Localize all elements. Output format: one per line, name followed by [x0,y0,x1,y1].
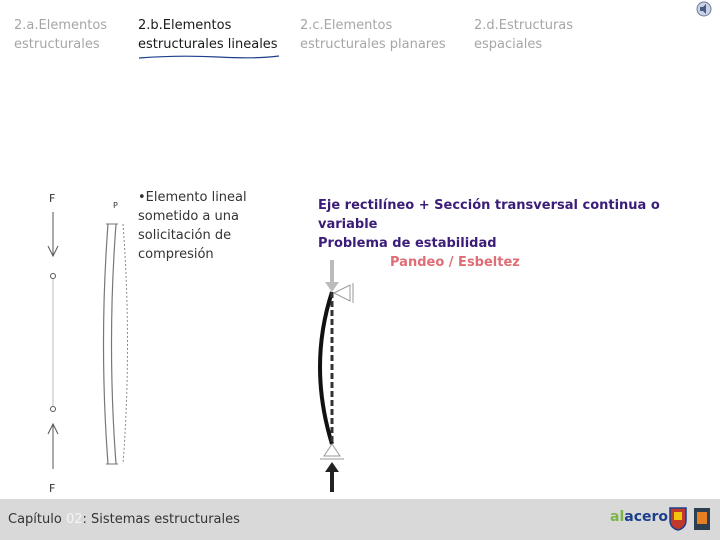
description-line: Eje rectilíneo + Sección transversal continua o variable [318,198,660,232]
tab-label-line1: 2.c.Elementos [300,18,393,33]
tab-elementos-lineales[interactable] [138,16,288,54]
bullet-line: sometido a una [138,209,239,224]
bullet-text [138,188,268,264]
column-compression-diagram [36,184,146,496]
active-tab-underline [138,55,280,59]
chapter-title [8,512,240,527]
school-emblem-icon [692,506,712,532]
tab-label-line2: estructurales planares [300,37,446,52]
logo-text: acero [624,509,669,525]
chapter-prefix: Capítulo [8,512,66,527]
bullet-line: •Elemento lineal [138,190,247,205]
load-label: P [113,201,118,210]
university-shield-icon [668,506,688,532]
force-label-bottom: F [49,482,56,495]
tab-label-line1: 2.d.Estructuras [474,18,574,33]
tab-label-line2: estructurales lineales [138,37,278,52]
tab-estructuras-espaciales[interactable] [474,16,604,54]
bullet-line: solicitación de [138,228,232,243]
footer-bar [0,499,720,540]
alacero-logo [610,509,668,525]
description-line: Problema de estabilidad [318,236,497,251]
chapter-number: 02 [65,512,83,527]
tab-label-line2: estructurales [14,37,100,52]
speaker-icon[interactable] [694,0,714,18]
force-label-top: F [49,192,56,205]
tab-label-line1: 2.a.Elementos [14,18,108,33]
tab-elementos-estructurales[interactable] [14,16,124,54]
tab-elementos-planares[interactable] [300,16,460,54]
tab-label-line2: espaciales [474,37,543,52]
tab-label-line1: 2.b.Elementos [138,18,232,33]
buckling-column-diagram [310,256,400,496]
chapter-name: : Sistemas estructurales [82,512,240,527]
bullet-line: compresión [138,247,214,262]
logo-text-accent: al [610,509,625,525]
description-accent-line: Pandeo / Esbeltez [390,255,520,270]
